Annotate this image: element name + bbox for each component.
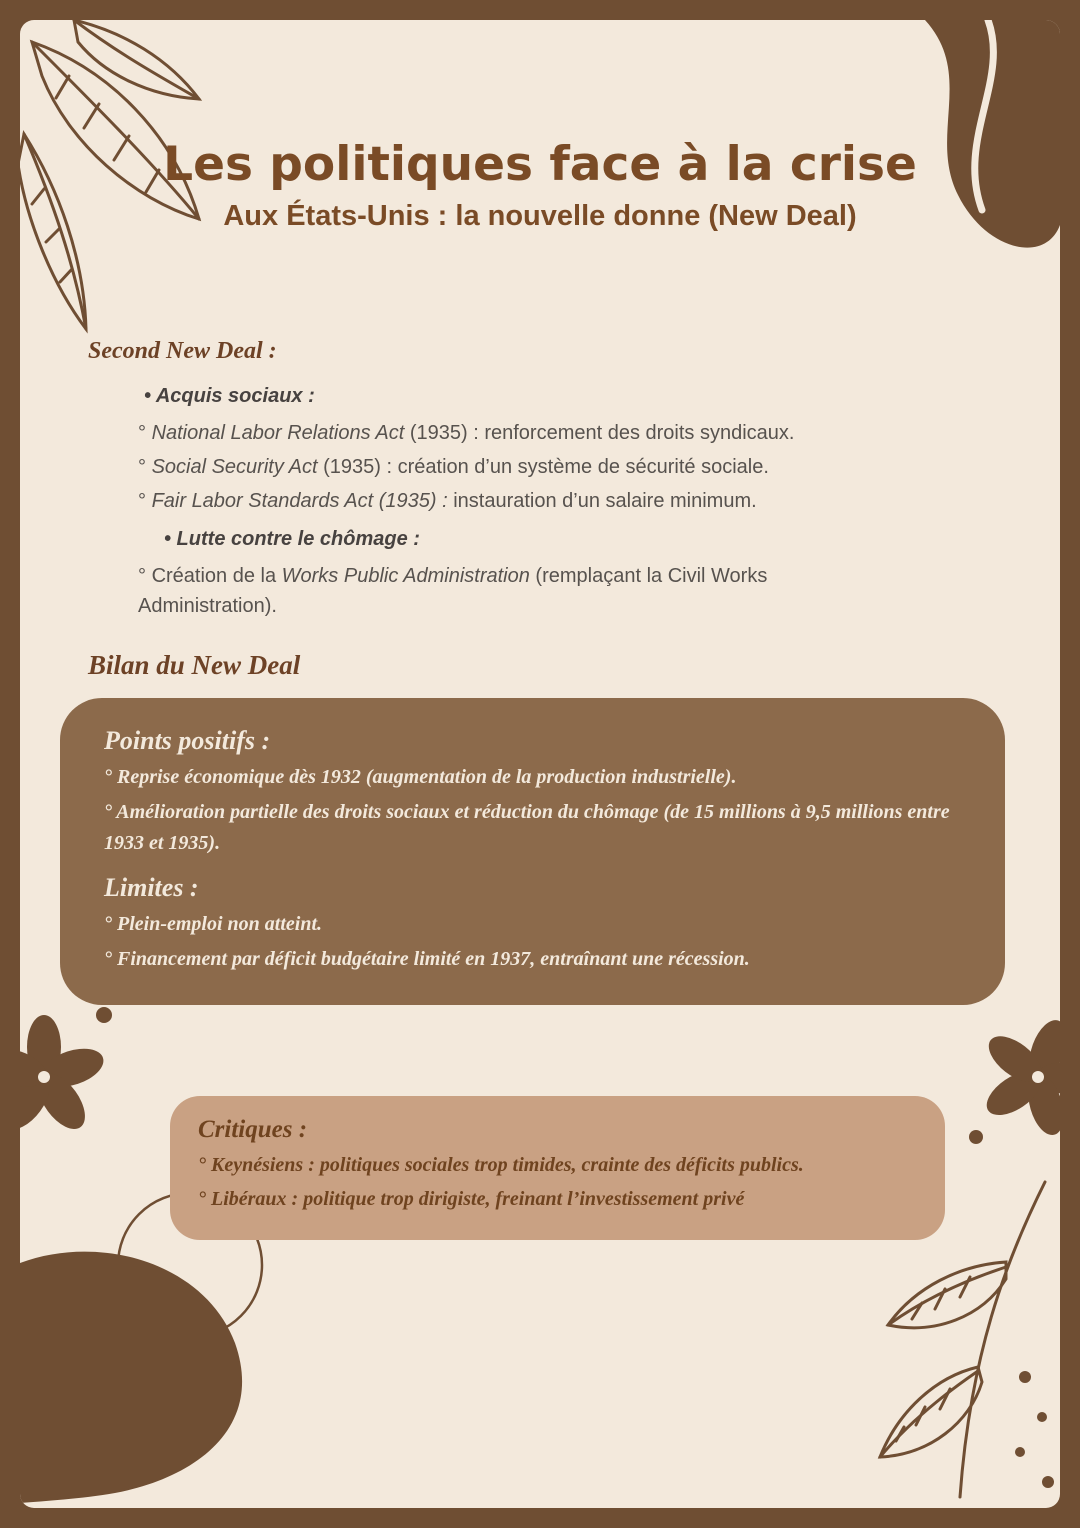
item-text: (remplaçant la Civil Works Administration). (138, 565, 768, 617)
limites-heading: Limites : (104, 873, 199, 902)
blob-decoration-bottom-left-icon (20, 1193, 360, 1508)
flower-decoration-right-icon (956, 1005, 1060, 1160)
bullet-acquis-sociaux: • Acquis sociaux : (144, 385, 315, 407)
act-name: National Labor Relations Act (151, 422, 405, 444)
critique-item: ° Keynésiens : politiques sociales trop timides, crainte des déficits publics. (198, 1154, 804, 1176)
bilan-heading: Bilan du New Deal (88, 650, 301, 680)
item-text: Création de la (151, 565, 282, 587)
list-item-nlra (138, 418, 988, 448)
item-text: instauration d’un salaire minimum. (447, 490, 757, 512)
list-item-flsa (138, 486, 988, 516)
section-second-new-deal (88, 338, 988, 625)
item-marker: ° (138, 422, 152, 444)
critique-item: ° Libéraux : politique trop dirigiste, freinant l’investissement privé (198, 1188, 745, 1210)
act-name: Fair Labor Standards Act (1935) : (151, 490, 448, 512)
limite-item: ° Plein-emploi non atteint. (104, 913, 323, 935)
second-new-deal-heading: Second New Deal : (88, 338, 277, 364)
item-marker: ° (138, 456, 152, 478)
page-subtitle: Aux États-Unis : la nouvelle donne (New Deal) (223, 200, 857, 233)
bilan-box (60, 698, 1005, 1005)
critiques-box (170, 1096, 945, 1240)
act-name: Works Public Administration (281, 565, 530, 587)
note-canvas (20, 20, 1060, 1508)
positif-item: ° Reprise économique dès 1932 (augmentation de la production industrielle). (104, 766, 737, 788)
points-positifs-heading: Points positifs : (104, 726, 271, 755)
item-marker: ° (138, 490, 152, 512)
bullet-lutte-chomage: • Lutte contre le chômage : (164, 528, 420, 550)
limite-item: ° Financement par déficit budgétaire limité en 1937, entraînant une récession. (104, 948, 750, 970)
act-name: Social Security Act (151, 456, 318, 478)
list-item-ssa (138, 452, 988, 482)
header (20, 138, 1060, 233)
page-title: Les politiques face à la crise (163, 137, 917, 192)
item-text: (1935) : renforcement des droits syndicaux. (404, 422, 795, 444)
item-marker: ° (138, 565, 152, 587)
critiques-heading: Critiques : (198, 1116, 308, 1143)
flower-decoration-left-icon (20, 995, 124, 1150)
list-item-wpa (138, 561, 890, 621)
item-text: (1935) : création d’un système de sécurité sociale. (317, 456, 769, 478)
positif-item: ° Amélioration partielle des droits sociaux et réduction du chômage (de 15 millions à 9,5 millions entre 1933 et 1935). (104, 801, 950, 854)
